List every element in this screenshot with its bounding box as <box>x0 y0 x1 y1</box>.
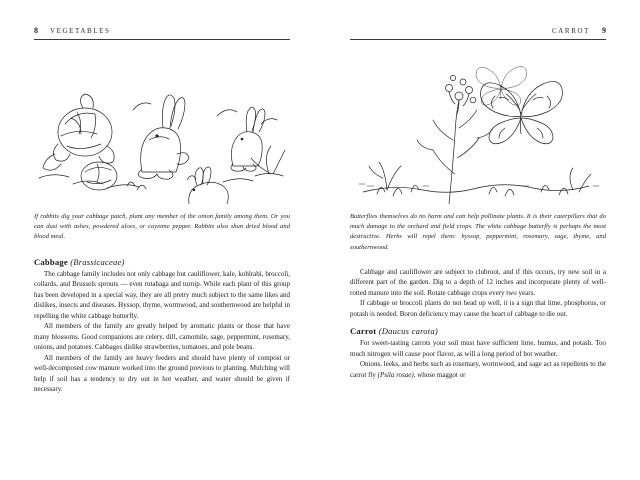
running-head-left <box>34 26 290 40</box>
paragraph: For sweet-tasting carrots your soil must have sufficient lime, humus, and potash. Too much nitrogen will cause poor flavor, as will a long period of hot weather. <box>350 339 606 358</box>
section-spacer <box>350 319 606 326</box>
right-illustration-caption: Butterflies themselves do no harm and can help pollinate plants. It is their caterpillars that do much damage to the orchard and field crops. The white cabbage butterfly is perhaps the most destructive. Herbs will repel them: hyssop, peppermint, rosemary, sage, thyme, and southernwood. <box>350 213 606 251</box>
folio-right: 9 <box>602 26 606 35</box>
right-page <box>320 0 640 480</box>
folio-left: 8 <box>34 26 38 35</box>
paragraph: All members of the family are greatly helped by aromatic plants or those that have many blossoms. Good companions are celery, dill, camomile, sage, peppermint, rosemary, onions, and potatoes. Cabbages dislike strawberries, tomatoes, and pole beans. <box>34 322 290 352</box>
left-illustration-caption: If rabbits dig your cabbage patch, plant any member of the onion family among them. Or you can dust with ashes, powdered aloes, or cayenne pepper. Rabbits also shun dried blood and blood meal. <box>34 213 290 241</box>
section-heading-latin: (Brassicaceae) <box>70 256 125 267</box>
paragraph: The cabbage family includes not only cabbage but cauliflower, kale, kohlrabi, broccoli, collards, and Brussels sprouts — even rutabaga and turnip. While each plant of this group has been developed in a special way, they are all pretty much subject to the same likes and dislikes, insects and diseases. Hyssop, thyme, wormwood, and southernwood are helpful in repelling the white cabbage butterfly. <box>34 269 290 320</box>
paragraph: Onions, leeks, and herbs such as rosemary, wormwood, and sage act as repellents to the carrot fly (Psila rosae), whose maggot or <box>350 360 606 379</box>
section-heading-text: Cabbage <box>34 256 68 267</box>
section-heading-cabbage <box>34 257 290 267</box>
paragraph: All members of the family are heavy feeders and should have plenty of compost or well-decomposed cow manure worked into the ground previous to planting. Mulching will help if soil has a tendency to dry out in hot weather, and water should be given if necessary. <box>34 353 290 394</box>
running-title-right: CARROT <box>552 27 590 35</box>
paragraph: If cabbage or broccoli plants do not head up well, it is a sign that lime, phosphorus, or potash is needed. Boron deficiency may cause the heart of cabbage to die out. <box>350 299 606 318</box>
paragraph: Cabbage and cauliflower are subject to clubroot, and if this occurs, try new soil in a different part of the garden. Dig to a depth of 12 inches and incorporate plenty of well-rotted manure into the soil. Rotate cabbage crops every two years. <box>350 267 606 297</box>
continuation-text <box>350 267 606 320</box>
running-head-right <box>350 26 606 40</box>
butterflies-on-flowering-plant-illustration <box>350 54 606 204</box>
rabbits-eating-cabbage-illustration <box>34 54 290 204</box>
section-heading-text: Carrot <box>350 326 377 337</box>
section-heading-latin: (Daucus carota) <box>378 326 438 337</box>
section-heading-carrot <box>350 326 606 336</box>
running-title-left: VEGETABLES <box>50 27 111 35</box>
